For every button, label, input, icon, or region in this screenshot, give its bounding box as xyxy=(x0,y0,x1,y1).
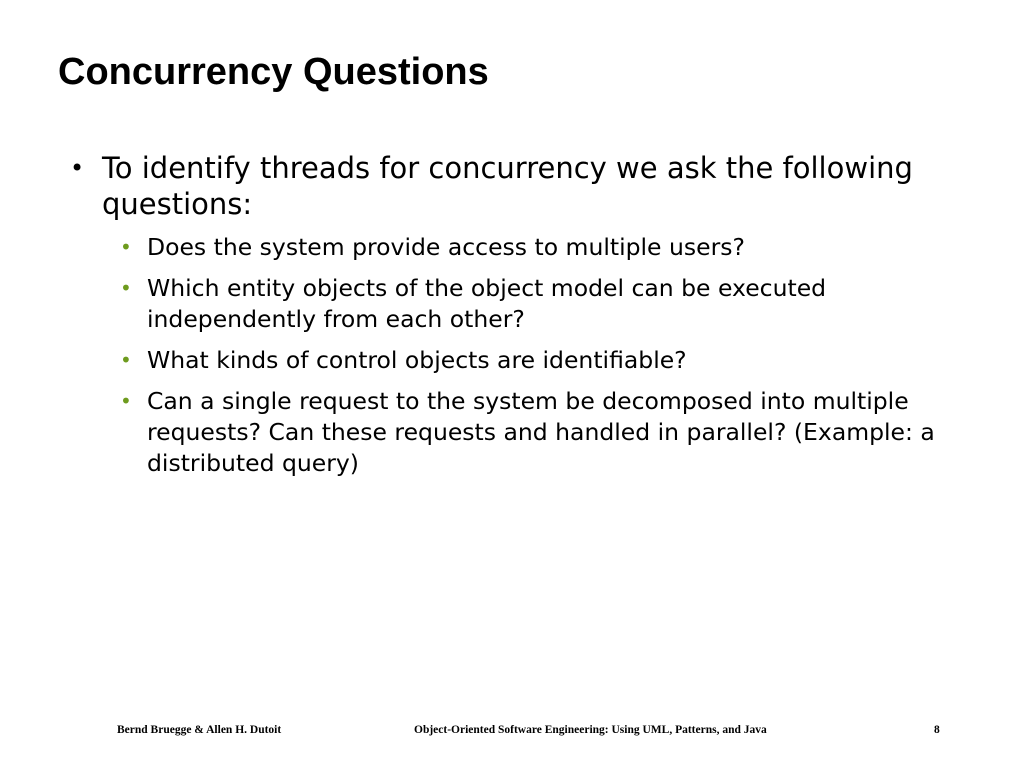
sub-bullet-item xyxy=(120,232,970,263)
bullet-dot-icon: • xyxy=(120,348,132,372)
sub-bullet-text: Which entity objects of the object model can be executed independently from each other? xyxy=(147,274,827,333)
sub-bullet-text: Does the system provide access to multiple users? xyxy=(147,233,745,261)
bullet-dot-icon: • xyxy=(120,389,132,413)
sub-bullet-item xyxy=(120,273,970,335)
sub-bullet-item xyxy=(120,345,970,376)
sub-bullet-item xyxy=(120,386,970,479)
slide-title: Concurrency Questions xyxy=(58,51,489,93)
sub-bullet-text: What kinds of control objects are identifiable? xyxy=(147,346,687,374)
sub-bullet-text: Can a single request to the system be decomposed into multiple requests? Can these requests and handled in parallel? (Example: a distributed query) xyxy=(147,387,935,477)
sub-bullet-list xyxy=(120,232,970,479)
bullet-dot-icon: • xyxy=(120,276,132,300)
footer-book-title: Object-Oriented Software Engineering: Using UML, Patterns, and Java xyxy=(414,724,767,736)
bullet-dot-icon: • xyxy=(70,154,85,182)
footer-page-number: 8 xyxy=(934,724,940,736)
slide-body xyxy=(70,150,970,489)
footer-authors: Bernd Bruegge & Allen H. Dutoit xyxy=(117,724,282,736)
bullet-dot-icon: • xyxy=(120,235,132,259)
main-bullet-item xyxy=(70,150,970,222)
main-bullet-text: To identify threads for concurrency we ask the following questions: xyxy=(102,151,913,221)
